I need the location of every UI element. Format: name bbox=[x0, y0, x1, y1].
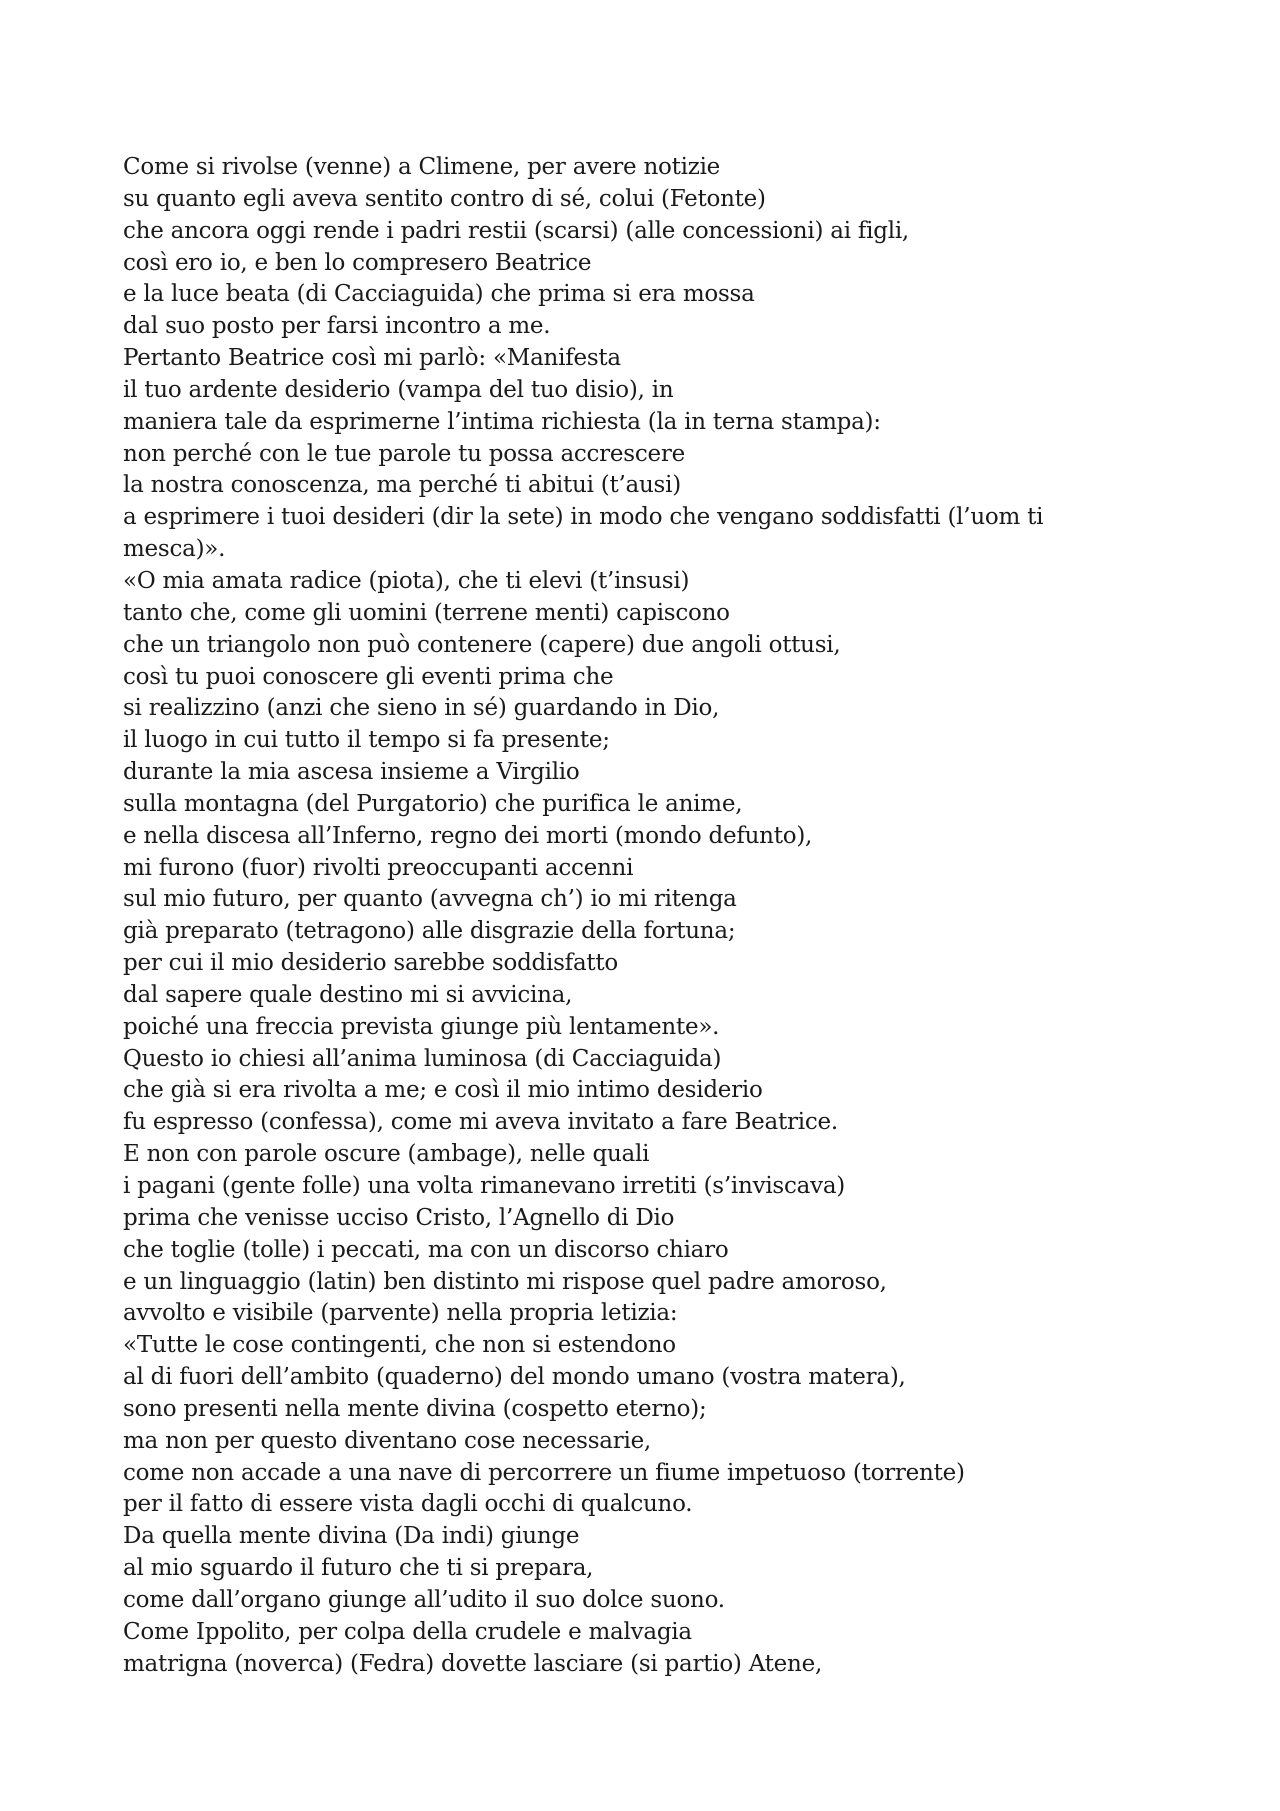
text-line: prima che venisse ucciso Cristo, l’Agnello di Dio bbox=[123, 1204, 675, 1231]
text-line: «O mia amata radice (piota), che ti elevi (t’insusi) bbox=[123, 567, 690, 594]
text-line: così ero io, e ben lo compresero Beatrice bbox=[123, 249, 592, 276]
text-line: dal sapere quale destino mi si avvicina, bbox=[123, 981, 573, 1008]
text-line: per cui il mio desiderio sarebbe soddisfatto bbox=[123, 950, 618, 977]
text-line: e un linguaggio (latin) ben distinto mi rispose quel padre amoroso, bbox=[123, 1268, 887, 1295]
text-line: a esprimere i tuoi desideri (dir la sete) in modo che vengano soddisfatti (l’uom ti bbox=[123, 504, 1044, 531]
text-line: la nostra conoscenza, ma perché ti abitui (t’ausi) bbox=[123, 472, 681, 499]
text-line: su quanto egli aveva sentito contro di sé, colui (Fetonte) bbox=[123, 185, 766, 212]
text-line: sulla montagna (del Purgatorio) che purifica le anime, bbox=[123, 790, 743, 817]
text-line: avvolto e visibile (parvente) nella propria letizia: bbox=[123, 1300, 678, 1327]
text-line: che toglie (tolle) i peccati, ma con un discorso chiaro bbox=[123, 1236, 729, 1263]
text-line: durante la mia ascesa insieme a Virgilio bbox=[123, 759, 580, 786]
text-line: che un triangolo non può contenere (capere) due angoli ottusi, bbox=[123, 631, 841, 658]
text-line: per il fatto di essere vista dagli occhi di qualcuno. bbox=[123, 1491, 693, 1518]
text-line: maniera tale da esprimerne l’intima richiesta (la in terna stampa): bbox=[123, 408, 881, 435]
text-line: i pagani (gente folle) una volta rimanevano irretiti (s’inviscava) bbox=[123, 1173, 846, 1199]
document-body-text bbox=[123, 152, 1163, 1681]
text-line: dal suo posto per farsi incontro a me. bbox=[123, 313, 551, 340]
text-line: matrigna (noverca) (Fedra) dovette lasciare (si partio) Atene, bbox=[123, 1650, 823, 1677]
text-line: «Tutte le cose contingenti, che non si estendono bbox=[123, 1332, 676, 1359]
text-line: si realizzino (anzi che sieno in sé) guardando in Dio, bbox=[123, 695, 720, 722]
text-line: già preparato (tetragono) alle disgrazie della fortuna; bbox=[123, 918, 736, 945]
text-line: che ancora oggi rende i padri restii (scarsi) (alle concessioni) ai figli, bbox=[123, 217, 909, 244]
text-line: il tuo ardente desiderio (vampa del tuo disio), in bbox=[123, 376, 674, 403]
text-line: Da quella mente divina (Da indi) giunge bbox=[123, 1523, 580, 1550]
text-line: il luogo in cui tutto il tempo si fa presente; bbox=[123, 727, 610, 754]
text-line: così tu puoi conoscere gli eventi prima che bbox=[123, 663, 614, 690]
text-line: ma non per questo diventano cose necessarie, bbox=[123, 1427, 651, 1454]
text-line: come non accade a una nave di percorrere un fiume impetuoso (torrente) bbox=[123, 1459, 965, 1486]
text-line: sono presenti nella mente divina (cospetto eterno); bbox=[123, 1395, 707, 1422]
text-line: sul mio futuro, per quanto (avvegna ch’) io mi ritenga bbox=[123, 886, 737, 913]
text-line: come dall’organo giunge all’udito il suo dolce suono. bbox=[123, 1586, 725, 1613]
text-line: Pertanto Beatrice così mi parlò: «Manifesta bbox=[123, 345, 621, 372]
text-line: al di fuori dell’ambito (quaderno) del mondo umano (vostra matera), bbox=[123, 1364, 906, 1391]
text-line: Questo io chiesi all’anima luminosa (di Cacciaguida) bbox=[123, 1045, 722, 1072]
text-line: e nella discesa all’Inferno, regno dei morti (mondo defunto), bbox=[123, 822, 813, 849]
text-line: E non con parole oscure (ambage), nelle quali bbox=[123, 1141, 650, 1168]
text-line: al mio sguardo il futuro che ti si prepara, bbox=[123, 1555, 594, 1582]
text-line: che già si era rivolta a me; e così il mio intimo desiderio bbox=[123, 1077, 763, 1104]
text-line: Come si rivolse (venne) a Climene, per avere notizie bbox=[123, 154, 721, 180]
text-line: non perché con le tue parole tu possa accrescere bbox=[123, 440, 685, 467]
text-line: Come Ippolito, per colpa della crudele e malvagia bbox=[123, 1618, 692, 1645]
text-line: mi furono (fuor) rivolti preoccupanti accenni bbox=[123, 854, 634, 881]
text-line: tanto che, come gli uomini (terrene menti) capiscono bbox=[123, 599, 730, 626]
text-line: e la luce beata (di Cacciaguida) che prima si era mossa bbox=[123, 281, 755, 308]
text-line: fu espresso (confessa), come mi aveva invitato a fare Beatrice. bbox=[123, 1109, 838, 1136]
text-line: mesca)». bbox=[123, 536, 226, 563]
text-line: poiché una freccia prevista giunge più lentamente». bbox=[123, 1013, 720, 1040]
